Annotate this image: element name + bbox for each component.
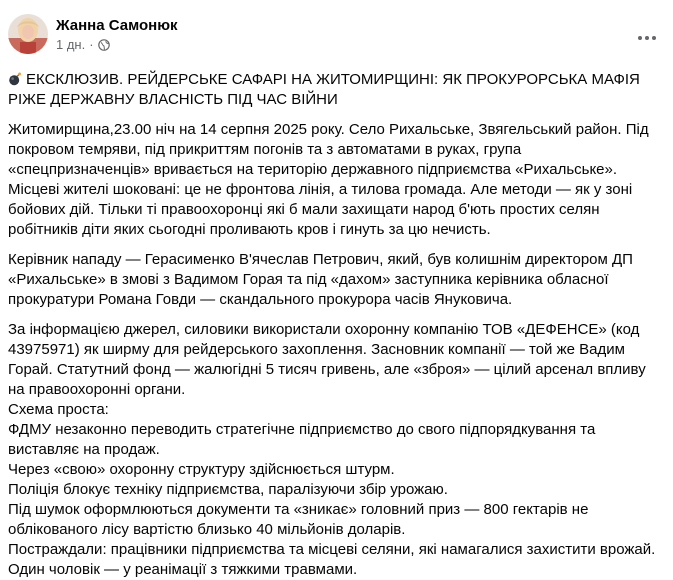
paragraph-line: ФДМУ незаконно переводить стратегічне підприємство до свого підпорядкування та виставляє на продаж. (8, 421, 596, 458)
paragraph-line: Під шумок оформлюються документи та «зникає» головний приз — 800 гектарів не облікованого лісу вартістю близько 40 мільйонів доларів. (8, 501, 589, 538)
separator-dot: · (89, 36, 94, 52)
post-paragraph-2 (8, 250, 665, 310)
paragraph-line: Через «свою» охоронну структуру здійснюється штурм. (8, 461, 395, 478)
post-paragraph-headline (8, 70, 665, 110)
post-body (8, 70, 665, 580)
paragraph-line: Керівник нападу — Герасименко В'ячеслав Петрович, який, був колишнім директором ДП «Рихальське» в змові з Вадимом Горая та під «дахом» заступника керівника обласної прокуратури Романа Говди — скандального прокурора часів Януковича. (8, 251, 633, 308)
paragraph-line: За інформацією джерел, силовики використали охоронну компанію ТОВ «ДЕФЕНСЕ» (код 43975971) як ширму для рейдерського захоплення. Засновник компанії — той же Вадим Горай. Статутний фонд — жалюгідні 5 тисяч гривень, але «зброя» — цілий арсенал впливу на правоохоронні органи. (8, 321, 646, 398)
more-options-icon (638, 36, 656, 40)
paragraph-line: Постраждали: працівники підприємства та місцеві селяни, які намагалися захистити врожай. Один чоловік — у реанімації з тяжкими травмами. (8, 541, 656, 578)
paragraph-line: Житомирщина,23.00 ніч на 14 серпня 2025 року. Село Рихальське, Звягельський район. Під покровом темряви, під прикриттям погонів та з автоматами в руках, група «спецпризначенців» вривається на територію державного підприємства «Рихальське». (8, 121, 649, 178)
paragraph-line: Поліція блокує техніку підприємства, паралізуючи збір урожаю. (8, 481, 448, 498)
author-name[interactable]: Жанна Самонюк (56, 16, 178, 34)
post-subline (56, 37, 665, 53)
paragraph-line: Місцеві жителі шоковані: це не фронтова лінія, а тилова громада. Але методи — як у зоні бойових дій. Тільки ті правоохоронці які б мали захищати народ б'ють простих селян робітників діти яких сьогодні проливають кров і гинуть за цю нечисть. (8, 181, 633, 238)
bomb-icon (8, 72, 22, 86)
more-options-button[interactable] (629, 20, 665, 56)
post-timestamp[interactable]: 1 дн. (56, 36, 86, 52)
post-paragraph-3 (8, 320, 665, 580)
globe-icon[interactable] (98, 39, 110, 51)
headline-text: ЕКСКЛЮЗИВ. РЕЙДЕРСЬКЕ САФАРІ НА ЖИТОМИРЩИНІ: ЯК ПРОКУРОРСЬКА МАФІЯ РІЖЕ ДЕРЖАВНУ ВЛАСНІСТЬ ПІД ЧАС ВІЙНИ (8, 71, 640, 108)
paragraph-line: Схема проста: (8, 401, 109, 418)
post-header (8, 12, 665, 56)
avatar-image (8, 14, 48, 54)
post-paragraph-1 (8, 120, 665, 240)
author-avatar[interactable] (8, 14, 48, 54)
post-meta (56, 16, 665, 53)
